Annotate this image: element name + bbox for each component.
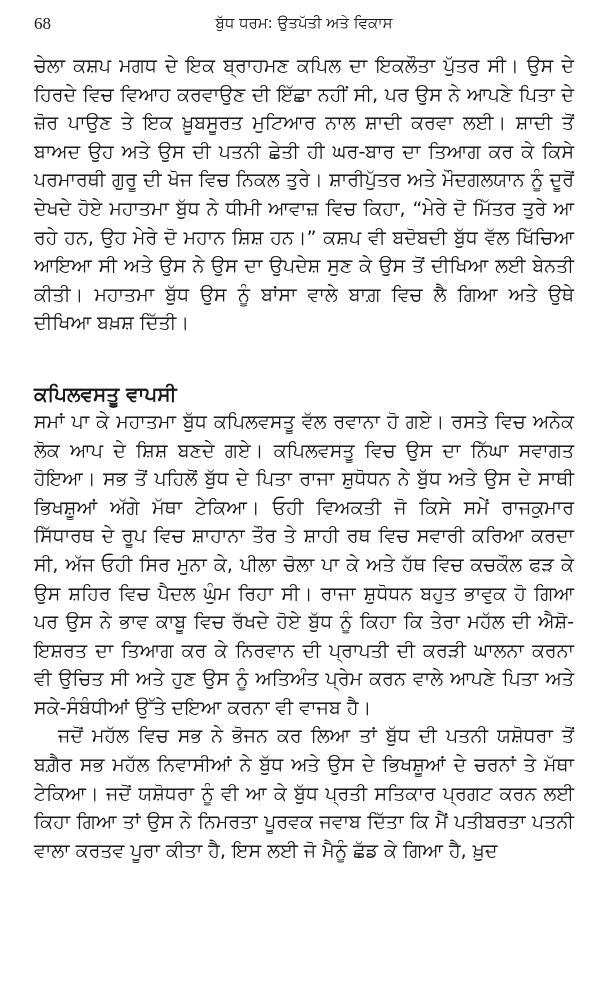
page-number: 68 [34,14,51,33]
running-title: ਬੁੱਧ ਧਰਮ: ਉਤਪੱਤੀ ਅਤੇ ਵਿਕਾਸ [215,14,393,32]
section-heading: ਕਪਿਲਵਸਤੂ ਵਾਪਸੀ [34,381,177,406]
body-paragraph: ਚੇਲਾ ਕਸ਼ਪ ਮਗਧ ਦੇ ਇਕ ਬ੍ਰਾਹਮਣ ਕਪਿਲ ਦਾ ਇਕਲੌਤਾ ਪੁੱਤਰ ਸੀ। ਉਸ ਦੇ ਹਿਰਦੇ ਵਿਚ ਵਿਆਹ ਕਰਵਾਉਣ ਦੀ ਇੱਛਾ ਨਹੀਂ ਸੀ, ਪਰ ਉਸ ਨੇ ਆਪਣੇ ਪਿਤਾ ਦੇ ਜ਼ੋਰ ਪਾਉਣ ਤੇ ਇਕ ਖ਼ੂਬਸੂਰਤ ਮੁਟਿਆਰ ਨਾਲ ਸ਼ਾਦੀ ਕਰਵਾ ਲਈ। ਸ਼ਾਦੀ ਤੋਂ ਬਾਅਦ ਉਹ ਅਤੇ ਉਸ ਦੀ ਪਤਨੀ ਛੇਤੀ ਹੀ ਘਰ-ਬਾਰ ਦਾ ਤਿਆਗ ਕਰ ਕੇ ਕਿਸੇ ਪਰਮਾਰਥੀ ਗੁਰੂ ਦੀ ਖੋਜ ਵਿਚ ਨਿਕਲ ਤੁਰੇ। ਸ਼ਾਰੀਪੁੱਤਰ ਅਤੇ ਮੌਦਗਲਯਾਨ ਨੂੰ ਦੂਰੋਂ ਦੇਖਦੇ ਹੋਏ ਮਹਾਤਮਾ ਬੁੱਧ ਨੇ ਧੀਮੀ ਆਵਾਜ਼ ਵਿਚ ਕਿਹਾ, “ਮੇਰੇ ਦੋ ਮਿੱਤਰ ਤੁਰੇ ਆ ਰਹੇ ਹਨ, ਉਹ ਮੇਰੇ ਦੋ ਮਹਾਨ ਸ਼ਿਸ਼ ਹਨ।” ਕਸ਼ਪ ਵੀ ਬਦੋਬਦੀ ਬੁੱਧ ਵੱਲ ਖਿੱਚਿਆ ਆਇਆ ਸੀ ਅਤੇ ਉਸ ਨੇ ਉਸ ਦਾ ਉਪਦੇਸ਼ ਸੁਣ ਕੇ ਉਸ ਤੋਂ ਦੀਖਿਆ ਲਈ ਬੇਨਤੀ ਕੀਤੀ। ਮਹਾਤਮਾ ਬੁੱਧ ਉਸ ਨੂੰ ਬਾਂਸਾ ਵਾਲੇ ਬਾਗ਼ ਵਿਚ ਲੈ ਗਿਆ ਅਤੇ ਉਥੇ ਦੀਖਿਆ ਬਖ਼ਸ਼ ਦਿੱਤੀ। [34,55,574,335]
body-paragraph: ਸਮਾਂ ਪਾ ਕੇ ਮਹਾਤਮਾ ਬੁੱਧ ਕਪਿਲਵਸਤੂ ਵੱਲ ਰਵਾਨਾ ਹੋ ਗਏ। ਰਸਤੇ ਵਿਚ ਅਨੇਕ ਲੋਕ ਆਪ ਦੇ ਸ਼ਿਸ਼ ਬਣਦੇ ਗਏ। ਕਪਿਲਵਸਤੂ ਵਿਚ ਉਸ ਦਾ ਨਿੱਘਾ ਸਵਾਗਤ ਹੋਇਆ। ਸਭ ਤੋਂ ਪਹਿਲੋਂ ਬੁੱਧ ਦੇ ਪਿਤਾ ਰਾਜਾ ਸ਼ੁਧੋਧਨ ਨੇ ਬੁੱਧ ਅਤੇ ਉਸ ਦੇ ਸਾਥੀ ਭਿਖਸ਼ੂਆਂ ਅੱਗੇ ਮੱਥਾ ਟੇਕਿਆ। ਓਹੀ ਵਿਅਕਤੀ ਜੋ ਕਿਸੇ ਸਮੇਂ ਰਾਜਕੁਮਾਰ ਸਿੱਧਾਰਥ ਦੇ ਰੂਪ ਵਿਚ ਸ਼ਾਹਾਨਾ ਤੌਰ ਤੇ ਸ਼ਾਹੀ ਰਥ ਵਿਚ ਸਵਾਰੀ ਕਰਿਆ ਕਰਦਾ ਸੀ, ਅੱਜ ਓਹੀ ਸਿਰ ਮੁਨਾ ਕੇ, ਪੀਲਾ ਚੋਲਾ ਪਾ ਕੇ ਅਤੇ ਹੱਥ ਵਿਚ ਕਚਕੌਲ ਫੜ ਕੇ ਉਸ ਸ਼ਹਿਰ ਵਿਚ ਪੈਦਲ ਘੁੰਮ ਰਿਹਾ ਸੀ। ਰਾਜਾ ਸ਼ੁਧੋਧਨ ਬਹੁਤ ਭਾਵੁਕ ਹੋ ਗਿਆ ਪਰ ਉਸ ਨੇ ਭਾਵ ਕਾਬੂ ਵਿਚ ਰੱਖਦੇ ਹੋਏ ਬੁੱਧ ਨੂੰ ਕਿਹਾ ਕਿ ਤੇਰਾ ਮਹੱਲ ਦੀ ਐਸ਼ੋ-ਇਸ਼ਰਤ ਦਾ ਤਿਆਗ ਕਰ ਕੇ ਨਿਰਵਾਨ ਦੀ ਪ੍ਰਾਪਤੀ ਦੀ ਕਰੜੀ ਘਾਲਨਾ ਕਰਨਾ ਵੀ ਉਚਿਤ ਸੀ ਅਤੇ ਹੁਣ ਉਸ ਨੂੰ ਅਤਿਅੰਤ ਪ੍ਰੇਮ ਕਰਨ ਵਾਲੇ ਆਪਣੇ ਪਿਤਾ ਅਤੇ ਸਕੇ-ਸੰਬੰਧੀਆਂ ਉੱਤੇ ਦਇਆ ਕਰਨਾ ਵੀ ਵਾਜਬ ਹੈ। [34,410,574,719]
page-header [34,0,574,40]
body-paragraph: ਜਦੋਂ ਮਹੱਲ ਵਿਚ ਸਭ ਨੇ ਭੋਜਨ ਕਰ ਲਿਆ ਤਾਂ ਬੁੱਧ ਦੀ ਪਤਨੀ ਯਸ਼ੋਧਰਾ ਤੋਂ ਬਗ਼ੈਰ ਸਭ ਮਹੱਲ ਨਿਵਾਸੀਆਂ ਨੇ ਬੁੱਧ ਅਤੇ ਉਸ ਦੇ ਭਿਖਸ਼ੂਆਂ ਦੇ ਚਰਨਾਂ ਤੇ ਮੱਥਾ ਟੇਕਿਆ। ਜਦੋਂ ਯਸ਼ੋਧਰਾ ਨੂੰ ਵੀ ਆ ਕੇ ਬੁੱਧ ਪ੍ਰਤੀ ਸਤਿਕਾਰ ਪ੍ਰਗਟ ਕਰਨ ਲਈ ਕਿਹਾ ਗਿਆ ਤਾਂ ਉਸ ਨੇ ਨਿਮਰਤਾ ਪੂਰਵਕ ਜਵਾਬ ਦਿੱਤਾ ਕਿ ਮੈਂ ਪਤੀਬਰਤਾ ਪਤਨੀ ਵਾਲਾ ਕਰਤਵ ਪੂਰਾ ਕੀਤਾ ਹੈ, ਇਸ ਲਈ ਜੋ ਮੈਨੂੰ ਛੱਡ ਕੇ ਗਿਆ ਹੈ, ਖ਼ੁਦ [34,725,574,862]
